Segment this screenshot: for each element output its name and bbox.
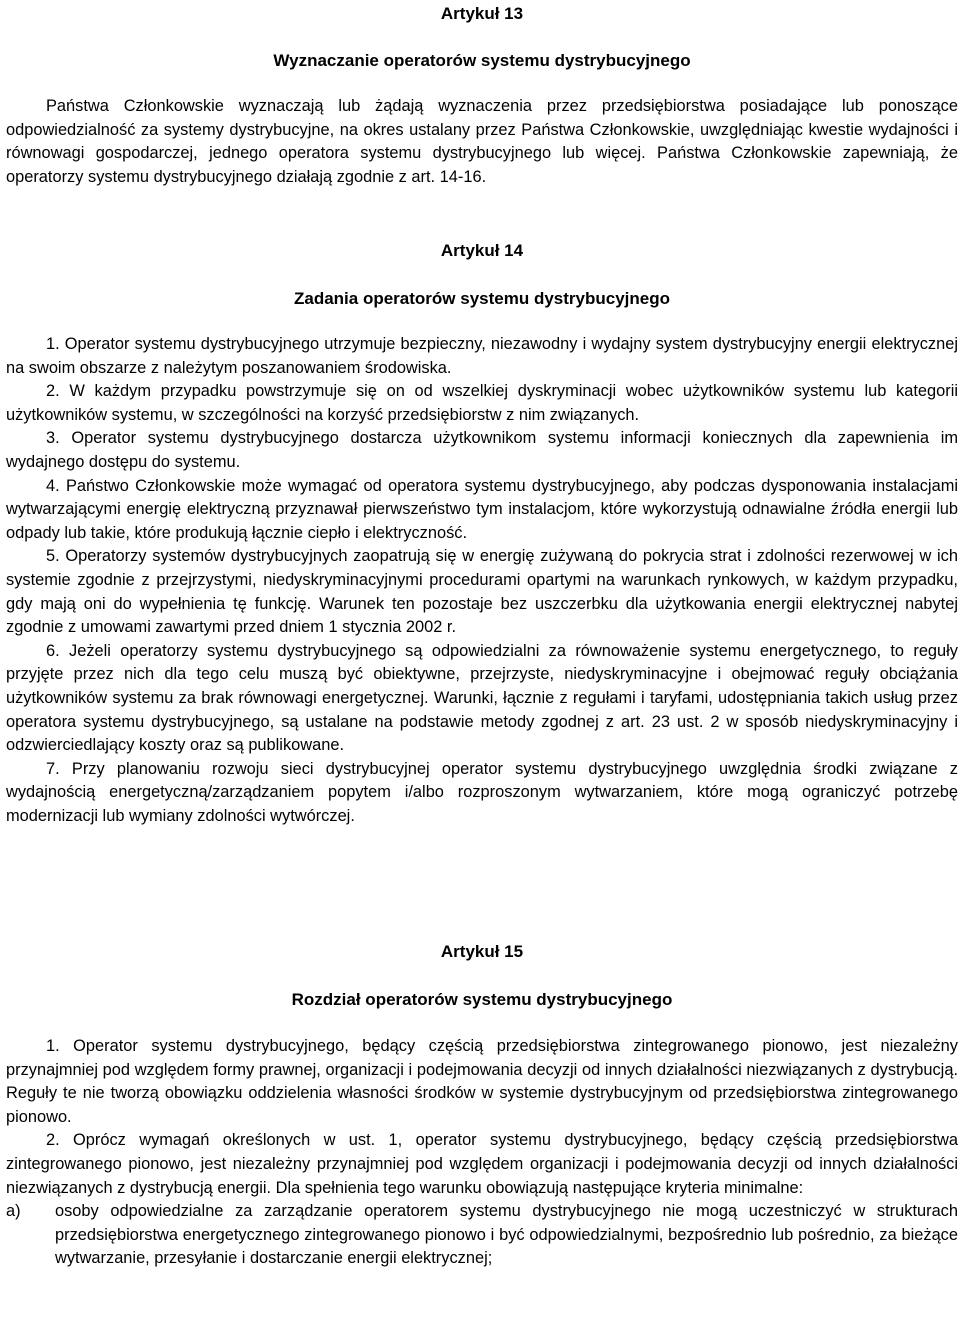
art13-title: Artykuł 13 bbox=[440, 4, 524, 23]
art14-paragraph-4: 4. Państwo Członkowskie może wymagać od operatora systemu dystrybucyjnego, aby podczas dysponowania instalacjami wytwarzającymi energię elektryczną przyznawał pierwszeństwo tym instalacjom, które wykorzystują odnawialne źródła energii lub odpady lub takie, które produkują łącznie ciepło i elektryczność. bbox=[6, 476, 958, 542]
art15-subtitle: Rozdział operatorów systemu dystrybucyjnego bbox=[291, 990, 673, 1009]
art14-paragraph-5: 5. Operatorzy systemów dystrybucyjnych zaopatrują się w energię zużywaną do pokrycia strat i zdolności rezerwowej w ich systemie zgodnie z przejrzystymi, niedyskryminacyjnymi procedurami opartymi na warunkach rynkowych, w każdym przypadku, gdy mają oni do wypełnienia tę funkcję. Warunek ten pozostaje bez uszczerbku dla użytkowania energii elektrycznej nabytej zgodnie z umowami zawartymi przed dniem 1 stycznia 2002 r. bbox=[6, 547, 958, 637]
list-item-text: osoby odpowiedzialne za zarządzanie operatorem systemu dystrybucyjnego nie mogą uczestniczyć w strukturach przedsiębiorstwa energetycznego zintegrowanego pionowo i być odpowiedzialnymi, bezpośrednio lub pośrednio, za bieżące wytwarzanie, przesyłanie i dostarczanie energii elektrycznej; bbox=[55, 1202, 958, 1268]
art14-title: Artykuł 14 bbox=[440, 241, 524, 260]
list-item bbox=[6, 1200, 958, 1271]
art13-subtitle: Wyznaczanie operatorów systemu dystrybucyjnego bbox=[273, 51, 691, 70]
art15-paragraph-2: 2. Oprócz wymagań określonych w ust. 1, operator systemu dystrybucyjnego, będący częścią przedsiębiorstwa zintegrowanego pionowo, jest niezależny przynajmniej pod względem organizacji i podejmowania decyzji od innych działalności niezwiązanych z dystrybucją energii. Dla spełnienia tego warunku obowiązują następujące kryteria minimalne: bbox=[6, 1131, 958, 1197]
art14-paragraph-7: 7. Przy planowaniu rozwoju sieci dystrybucyjnej operator systemu dystrybucyjnego uwzględnia środki związane z wydajnością energetyczną/zarządzaniem popytem i/albo rozproszonym wytwarzaniem, które mogą ograniczyć potrzebę modernizacji lub wymiany zdolności wytwórczej. bbox=[6, 759, 958, 825]
art15-title: Artykuł 15 bbox=[440, 942, 524, 961]
art15-paragraph-1: 1. Operator systemu dystrybucyjnego, będący częścią przedsiębiorstwa zintegrowanego pionowo, jest niezależny przynajmniej pod względem formy prawnej, organizacji i podejmowania decyzji od innych działalności niezwiązanych z dystrybucją. Reguły te nie tworzą obowiązku oddzielenia własności środków w systemie dystrybucyjnym od przedsiębiorstwa zintegrowanego pionowo. bbox=[6, 1037, 958, 1126]
art14-body bbox=[6, 333, 958, 828]
list-item-marker: a) bbox=[6, 1202, 21, 1221]
art13-paragraph: Państwa Członkowskie wyznaczają lub żądają wyznaczenia przez przedsiębiorstwa posiadające lub ponoszące odpowiedzialność za systemy dystrybucyjne, na okres ustalany przez Państwa Członkowskie, uwzględniając kwestie wydajności i równowagi gospodarczej, jednego operatora systemu dystrybucyjnego lub więcej. Państwa Członkowskie zapewniają, że operatorzy systemu dystrybucyjnego działają zgodnie z art. 14-16. bbox=[6, 97, 958, 186]
art14-paragraph-6: 6. Jeżeli operatorzy systemu dystrybucyjnego są odpowiedzialni za równoważenie systemu energetycznego, to reguły przyjęte przez nich dla tego celu muszą być obiektywne, przejrzyste, niedyskryminacyjne i obejmować reguły obciążania użytkowników systemu za brak równowagi energetycznej. Warunki, łącznie z regułami i taryfami, udostępniania takich usług przez operatora systemu dystrybucyjnego, są ustalane na podstawie metody zgodnej z art. 23 ust. 2 w sposób niedyskryminacyjny i odzwierciedlający koszty oraz są publikowane. bbox=[6, 641, 958, 755]
art14-subtitle: Zadania operatorów systemu dystrybucyjnego bbox=[294, 289, 670, 308]
art14-paragraph-2: 2. W każdym przypadku powstrzymuje się on od wszelkiej dyskryminacji wobec użytkowników systemu lub kategorii użytkowników systemu, w szczególności na korzyść przedsiębiorstw z nim związanych. bbox=[6, 382, 958, 424]
art15-body bbox=[6, 1035, 958, 1271]
art14-paragraph-3: 3. Operator systemu dystrybucyjnego dostarcza użytkownikom systemu informacji koniecznych dla zapewnienia im wydajnego dostępu do systemu. bbox=[6, 429, 958, 471]
art14-paragraph-1: 1. Operator systemu dystrybucyjnego utrzymuje bezpieczny, niezawodny i wydajny system dystrybucyjny energii elektrycznej na swoim obszarze z należytym poszanowaniem środowiska. bbox=[6, 335, 958, 377]
